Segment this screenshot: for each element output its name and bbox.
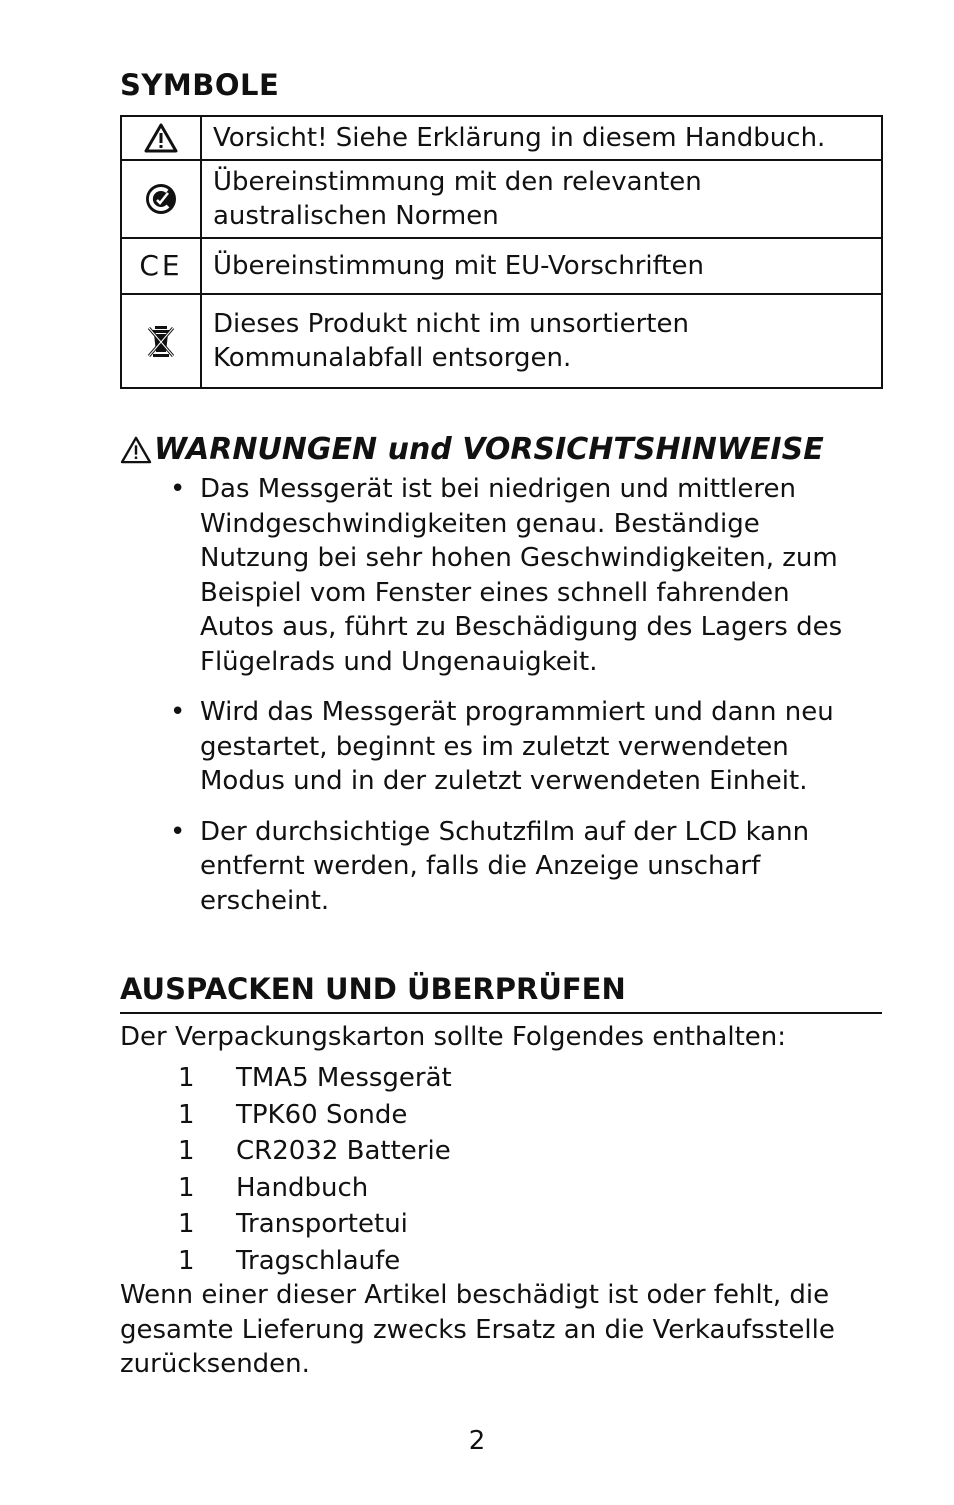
symbol-description: Übereinstimmung mit den relevanten australischen Normen xyxy=(201,160,882,238)
list-item: • Der durchsichtige Schutzfilm auf der LCD kann entfernt werden, falls die Anzeige unscharf erscheint. xyxy=(170,815,870,919)
item-name: CR2032 Batterie xyxy=(236,1136,451,1167)
unpack-intro: Der Verpackungskarton sollte Folgendes enthalten: xyxy=(120,1022,787,1052)
unpack-heading: AUSPACKEN UND ÜBERPRÜFEN xyxy=(120,972,882,1014)
list-item xyxy=(178,1133,452,1170)
symbol-row xyxy=(121,238,882,294)
item-quantity: 1 xyxy=(178,1063,195,1093)
symbol-description: Dieses Produkt nicht im unsortierten Kommunalabfall entsorgen. xyxy=(201,294,882,388)
warnings-heading xyxy=(120,432,824,467)
list-item xyxy=(178,1060,452,1097)
list-item: • Das Messgerät ist bei niedrigen und mittleren Windgeschwindigkeiten genau. Beständige Nutzung bei sehr hohen Geschwindigkeiten, zum Beispiel vom Fenster eines schnell fahrenden Autos aus, führt zu Beschädigung des Lagers des Flügelrads und Ungenauigkeit. xyxy=(170,472,870,679)
symbols-heading: SYMBOLE xyxy=(120,68,280,102)
symbol-description: Vorsicht! Siehe Erklärung in diesem Handbuch. xyxy=(201,116,882,160)
ce-mark-icon: CE xyxy=(139,248,183,282)
list-item: • Wird das Messgerät programmiert und dann neu gestartet, beginnt es im zuletzt verwendeten Modus und in der zuletzt verwendeten Einheit. xyxy=(170,695,870,799)
item-name: TMA5 Messgerät xyxy=(236,1063,452,1093)
crossed-out-bin-icon xyxy=(146,322,176,360)
unpack-outro: Wenn einer dieser Artikel beschädigt ist oder fehlt, die gesamte Lieferung zwecks Ersatz an die Verkaufsstelle zurücksenden. xyxy=(120,1280,835,1379)
symbol-row xyxy=(121,294,882,388)
list-item xyxy=(178,1206,452,1243)
symbol-description: Übereinstimmung mit EU-Vorschriften xyxy=(201,238,882,294)
warnings-list xyxy=(170,472,870,934)
symbol-row xyxy=(121,160,882,238)
warnings-heading-text: WARNUNGEN und VORSICHTSHINWEISE xyxy=(154,432,824,467)
item-name: Tragschlaufe xyxy=(236,1245,401,1276)
c-tick-mark-icon xyxy=(144,182,178,216)
symbol-row xyxy=(121,116,882,160)
list-item xyxy=(178,1170,452,1207)
item-name: Handbuch xyxy=(236,1172,369,1203)
item-quantity: 1 xyxy=(178,1209,195,1240)
warning-triangle-icon xyxy=(120,436,152,464)
list-item xyxy=(178,1243,452,1280)
symbols-table xyxy=(120,115,883,389)
item-quantity: 1 xyxy=(178,1245,195,1276)
item-quantity: 1 xyxy=(178,1172,195,1203)
item-name: TPK60 Sonde xyxy=(236,1099,408,1130)
item-quantity: 1 xyxy=(178,1136,195,1167)
page-number: 2 xyxy=(468,1426,486,1456)
item-name: Transportetui xyxy=(236,1209,408,1240)
package-contents-list xyxy=(178,1060,452,1280)
warning-triangle-icon xyxy=(144,123,178,153)
list-item xyxy=(178,1097,452,1134)
item-quantity: 1 xyxy=(178,1099,195,1130)
